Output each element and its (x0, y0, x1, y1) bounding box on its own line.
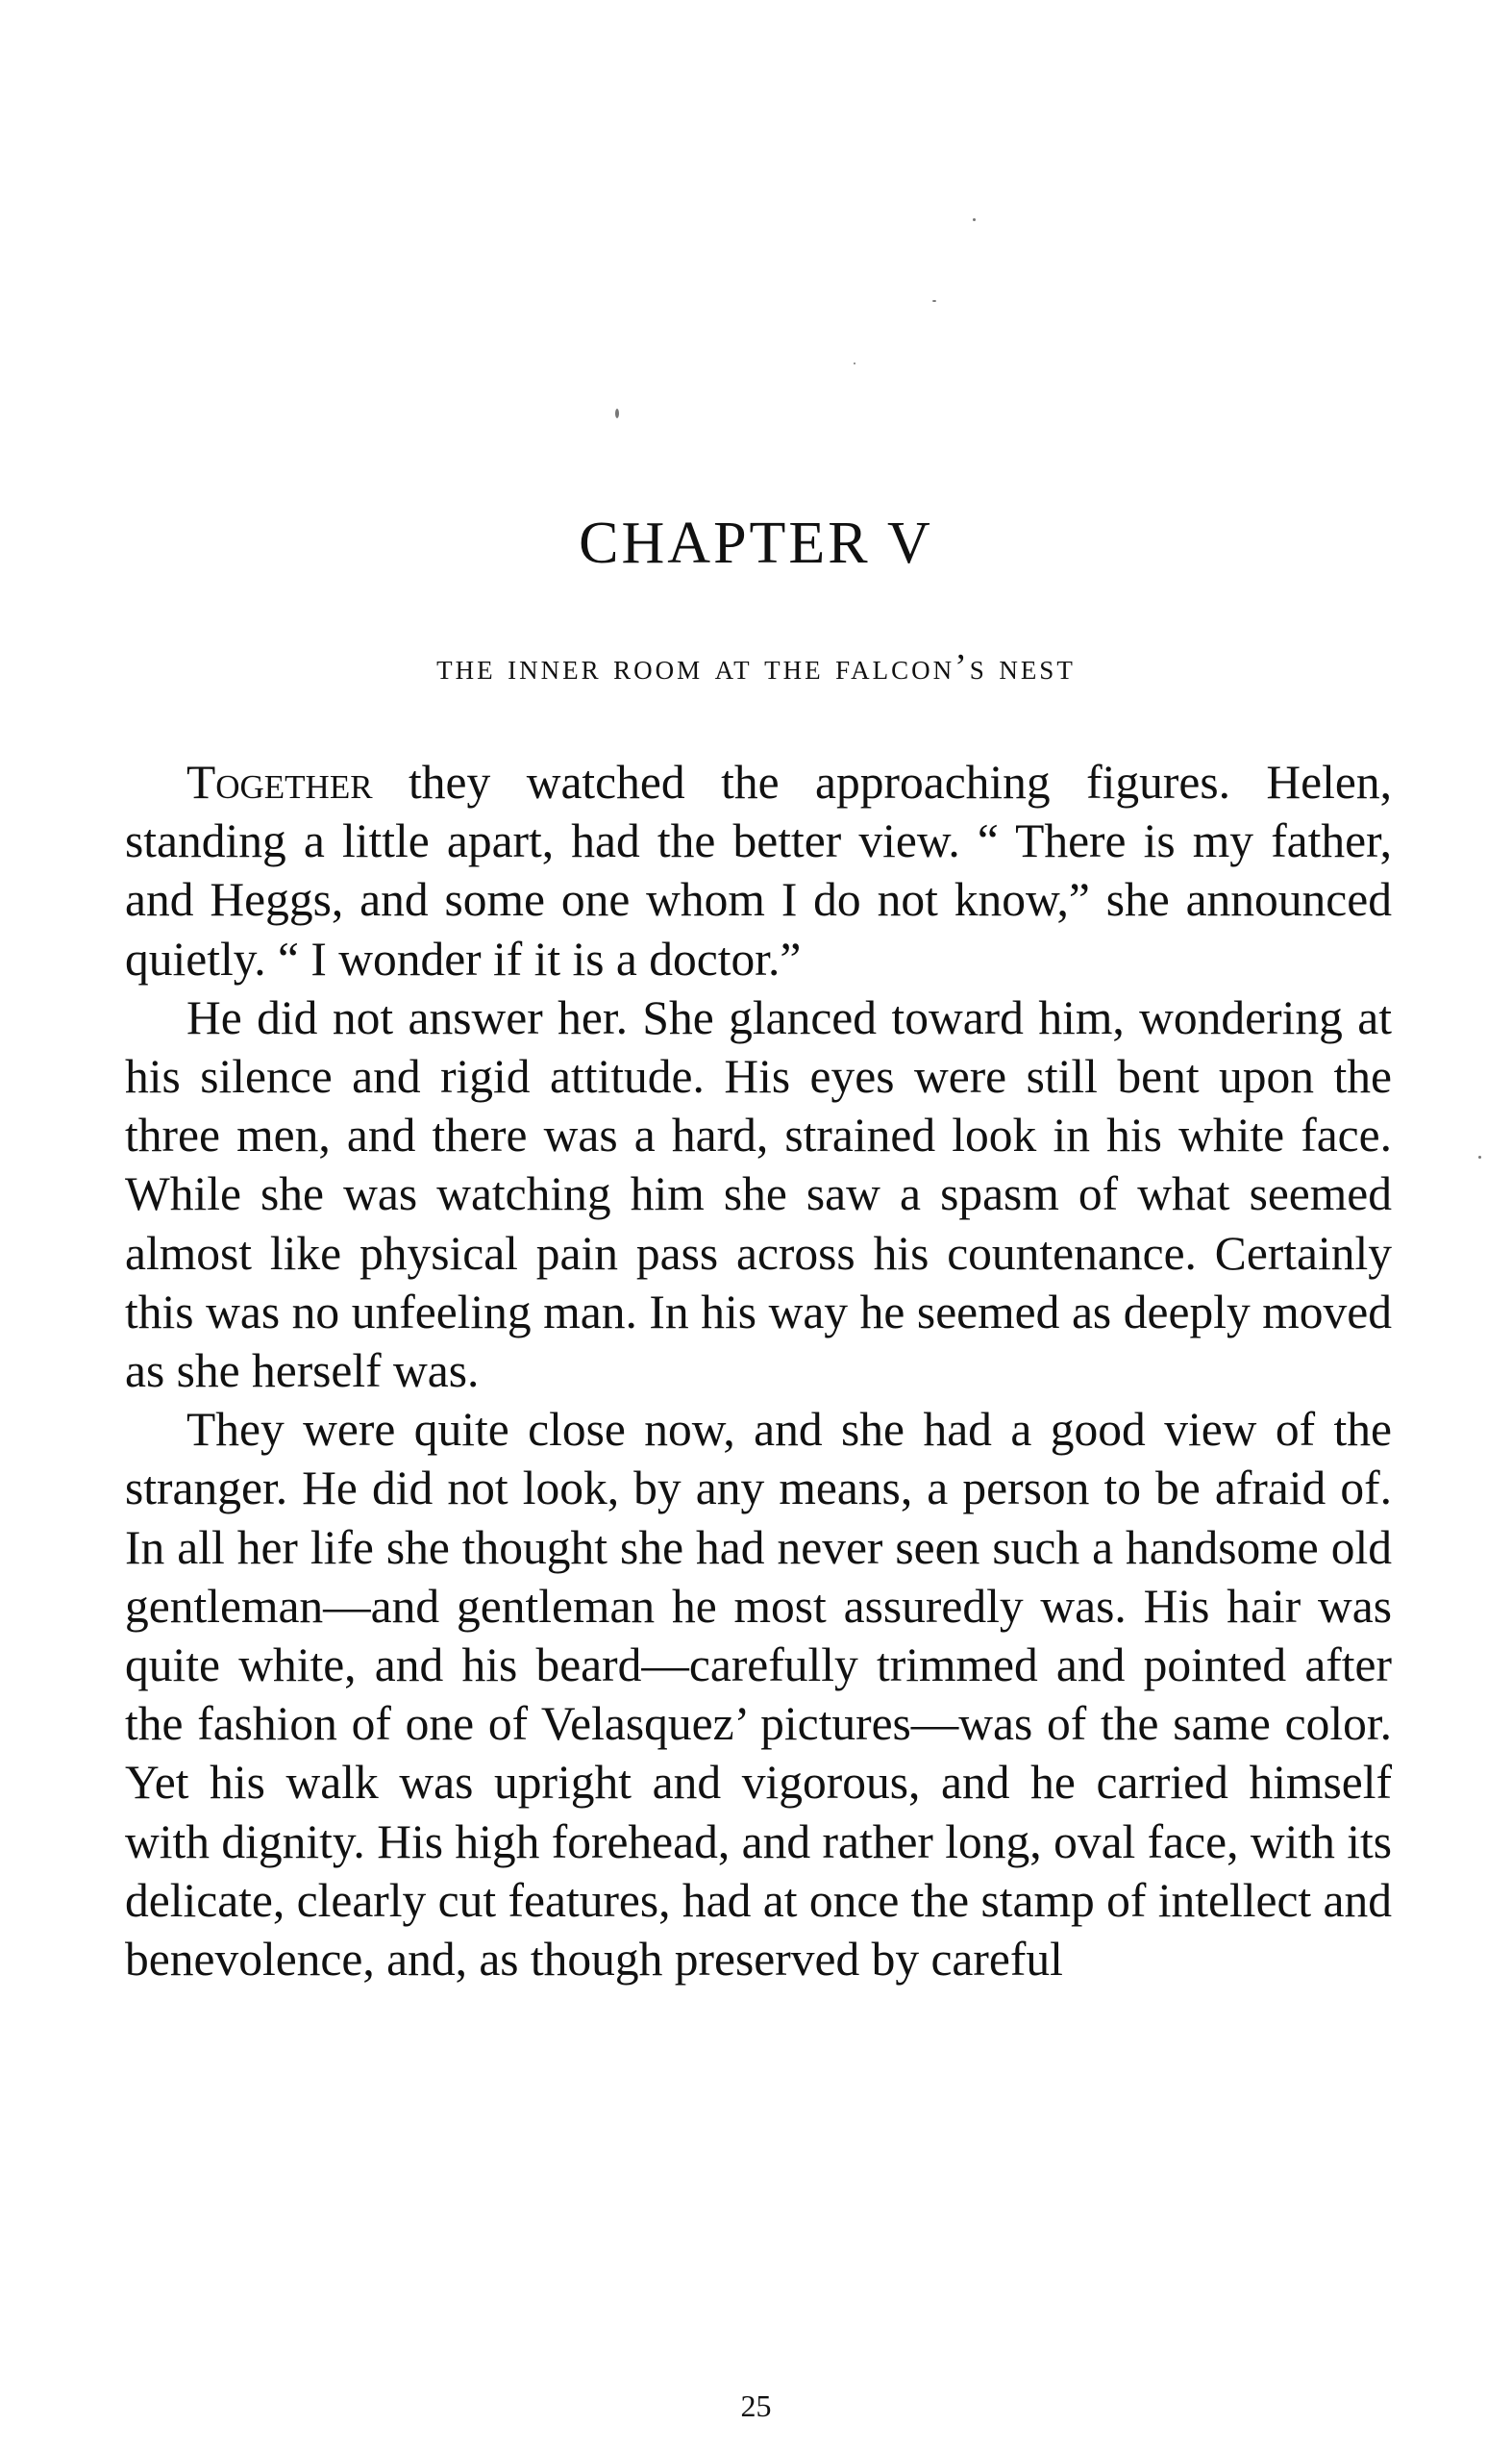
ink-speck (854, 362, 855, 364)
ink-speck (932, 300, 936, 302)
chapter-subtitle: the inner room at the falcon’s nest (436, 647, 1076, 688)
paragraph-text: They were quite close now, and she had a good view of the stranger. He did not look, by any means, a person to be afraid of. In all her life she thought she had never seen such a handsome old gentleman—and gentleman he most assuredly was. His hair was quite white, and his beard—carefully trimmed and pointed after the fashion of one of Velasquez’ pictures—was of the same color. Yet his walk was upright and vigorous, and he carried himself with dignity. His high forehead, and rather long, oval face, with its delicate, clearly cut features, had at once the stamp of intellect and benevolence, and, as though preserved by careful (125, 1403, 1393, 1987)
paragraph-text: they watched the approaching figures. Helen, standing a little apart, had the better view. “ There is my father, and Heggs, and some one whom I do not know,” she announced quietly. “ I wonder if it is a doctor.” (125, 756, 1392, 986)
ink-speck (1478, 1156, 1481, 1159)
paragraph-text: He did not answer her. She glanced toward him, wondering at his silence and rigid attitude. His eyes were still bent upon the three men, and there was a hard, strained look in his white face. While she was watching him she saw a spasm of what seemed almost like physical pain pass across his countenance. Certainly this was no unfeeling man. In his way he seemed as deeply moved as she herself was. (125, 990, 1392, 1398)
page-number: 25 (740, 2388, 772, 2423)
paragraph (125, 988, 1392, 1400)
body-text (125, 753, 1392, 1988)
paragraph-lead-word: Together (186, 756, 373, 809)
paragraph (125, 753, 1392, 988)
paragraph (125, 1400, 1392, 1988)
chapter-title: CHAPTER V (579, 511, 933, 576)
ink-speck (973, 218, 976, 221)
ink-speck (615, 409, 619, 418)
